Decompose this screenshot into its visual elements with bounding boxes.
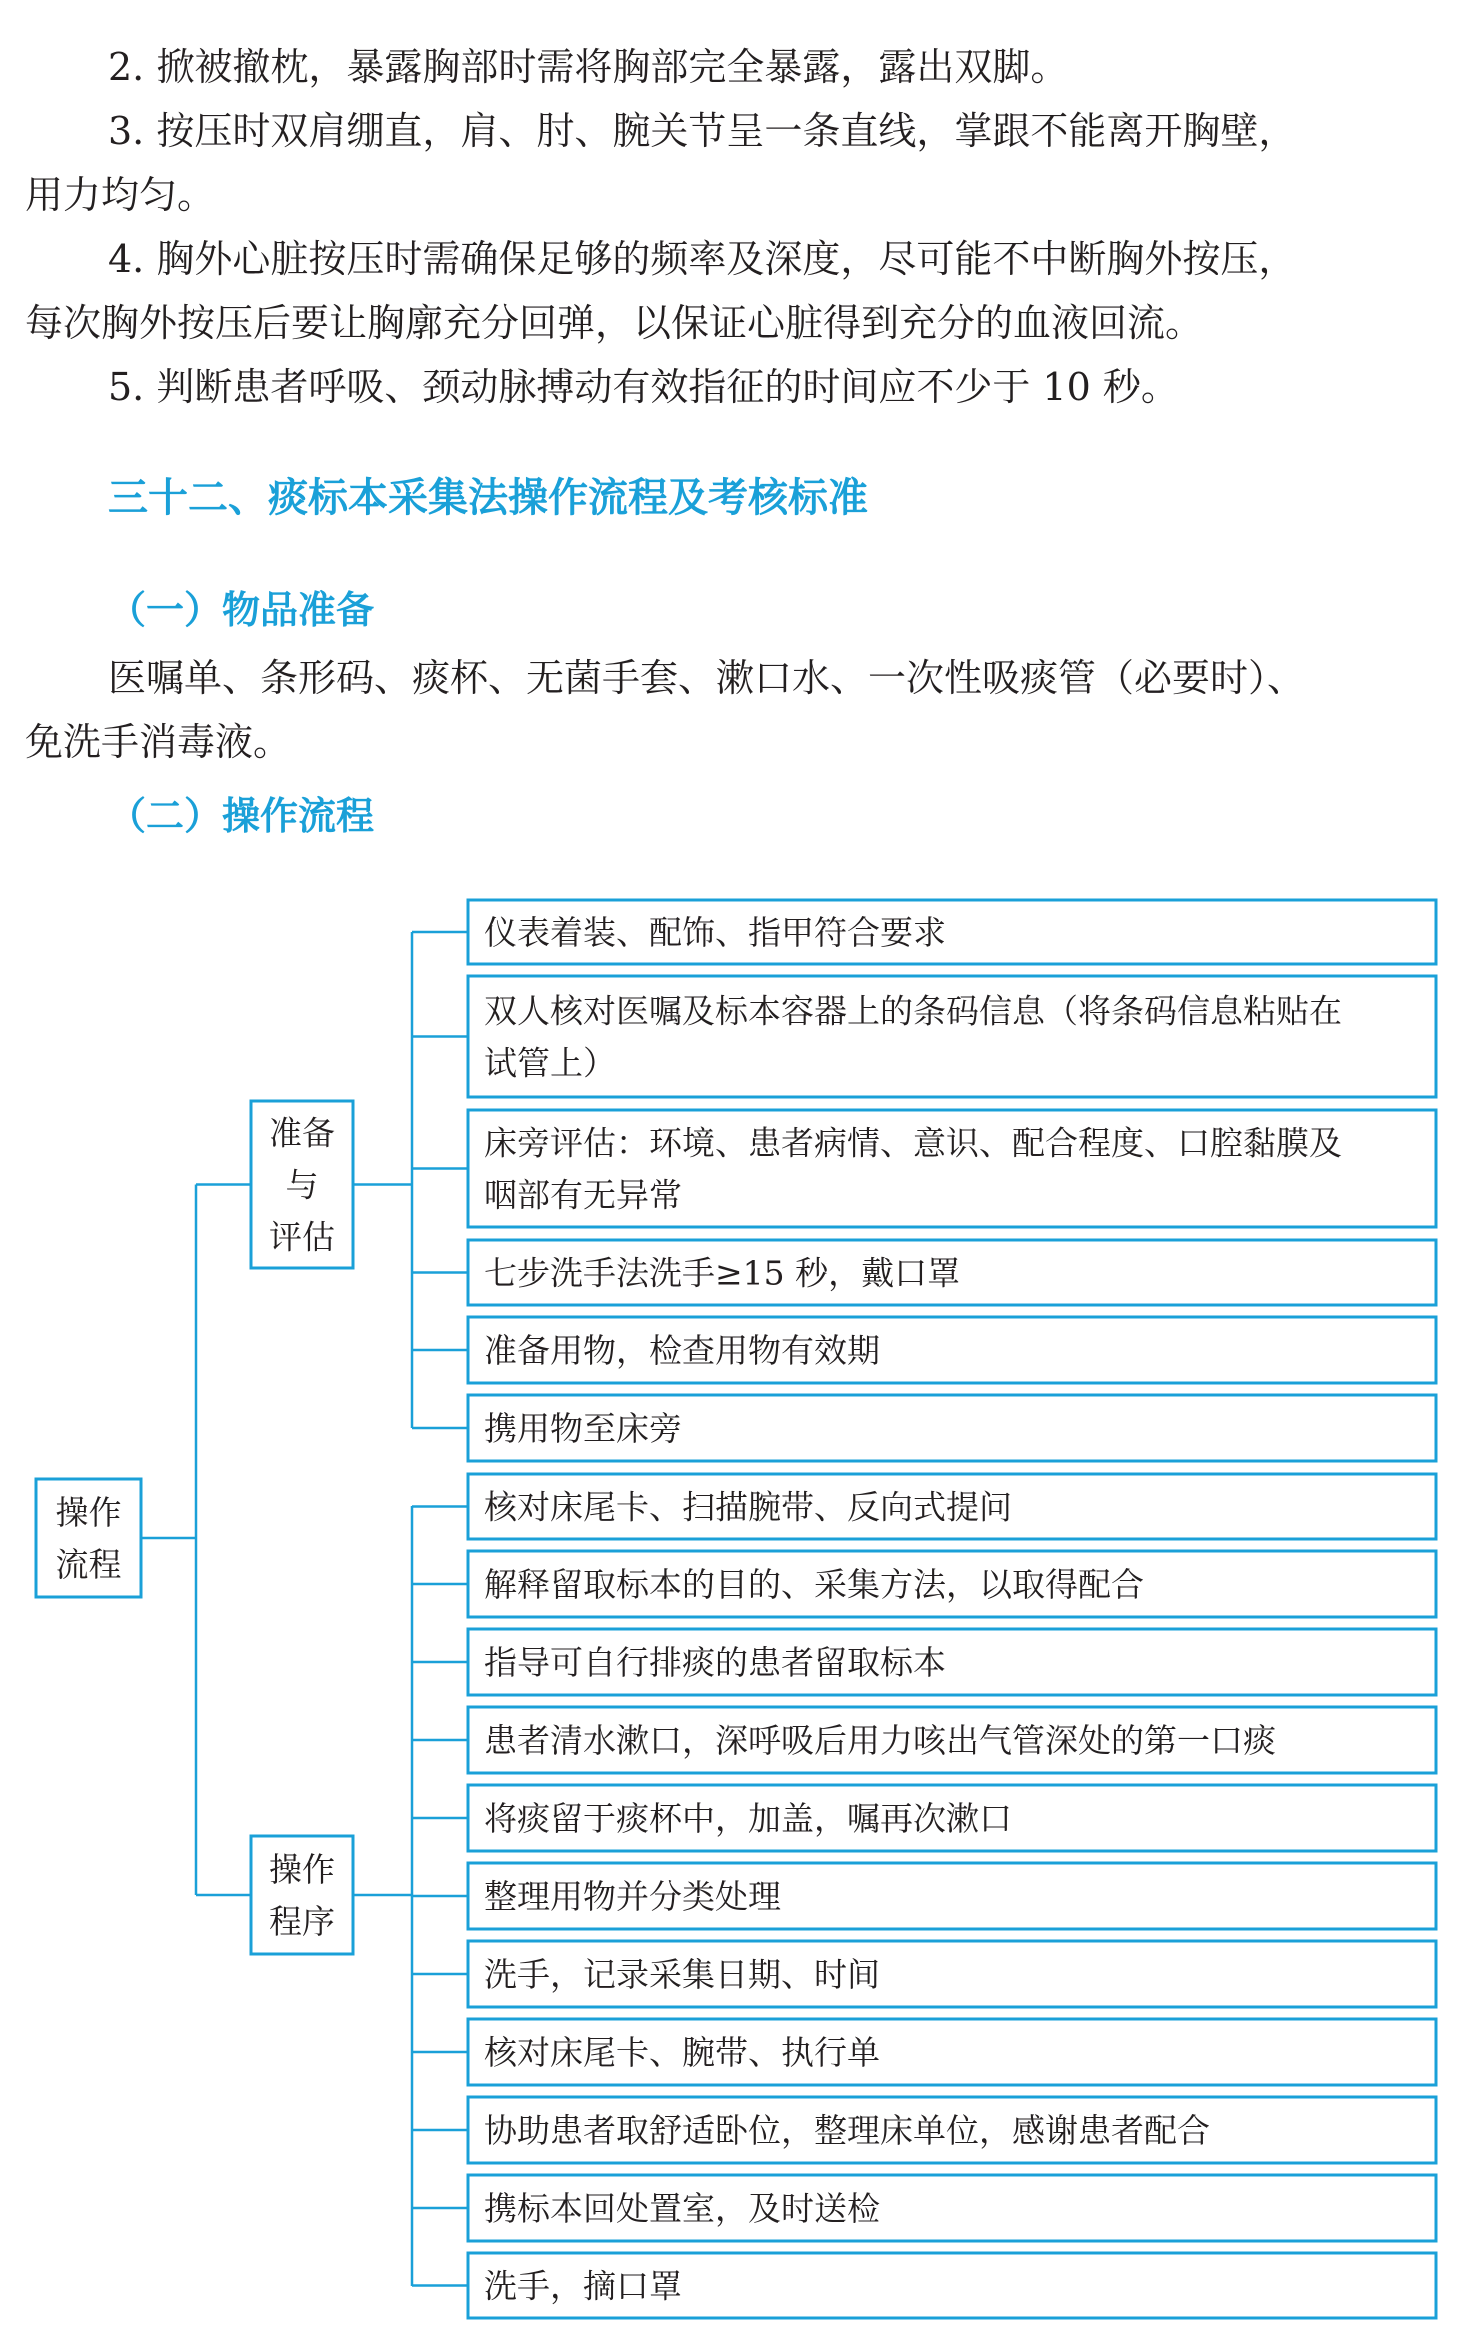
group-box-2 bbox=[251, 1836, 353, 1954]
step-text: 仪表着装、配饰、指甲符合要求 bbox=[484, 913, 946, 952]
step-box bbox=[468, 1110, 1436, 1227]
paragraph-5: 5. 判断患者呼吸、颈动脉搏动有效指征的时间应不少于 10 秒。 bbox=[108, 365, 1179, 409]
paragraph-2: 2. 掀被撤枕，暴露胸部时需将胸部完全暴露，露出双脚。 bbox=[108, 45, 1069, 89]
step-box bbox=[468, 1941, 1436, 2007]
group-label-line: 操作 bbox=[269, 1850, 335, 1889]
step-text: 七步洗手法洗手≥15 秒，戴口罩 bbox=[484, 1253, 961, 1293]
step-box bbox=[468, 2175, 1436, 2241]
step-box bbox=[468, 2253, 1436, 2318]
paragraph-4-continued: 每次胸外按压后要让胸廓充分回弹，以保证心脏得到充分的血液回流。 bbox=[25, 301, 1204, 345]
step-text: 核对床尾卡、腕带、执行单 bbox=[484, 2033, 880, 2072]
paragraph-3: 3. 按压时双肩绷直，肩、肘、腕关节呈一条直线，掌跟不能离开胸壁， bbox=[108, 109, 1297, 153]
root-box-operation-flow bbox=[36, 1479, 141, 1597]
group-box-1 bbox=[251, 1101, 353, 1268]
step-text: 洗手，记录采集日期、时间 bbox=[484, 1955, 880, 1994]
group-label-line: 准备 bbox=[269, 1113, 335, 1153]
step-text: 双人核对医嘱及标本容器上的条码信息（将条码信息粘贴在 bbox=[484, 991, 1342, 1031]
step-box bbox=[468, 1707, 1436, 1773]
step-box bbox=[468, 1863, 1436, 1929]
supplies-text-continued: 免洗手消毒液。 bbox=[25, 720, 292, 764]
supplies-text: 医嘱单、条形码、痰杯、无菌手套、漱口水、一次性吸痰管（必要时）、 bbox=[108, 656, 1306, 700]
step-text: 携用物至床旁 bbox=[484, 1409, 682, 1448]
root-label-line: 操作 bbox=[55, 1493, 122, 1532]
step-text: 携标本回处置室，及时送检 bbox=[484, 2189, 880, 2228]
step-box bbox=[468, 1474, 1436, 1539]
paragraph-4: 4. 胸外心脏按压时需确保足够的频率及深度，尽可能不中断胸外按压， bbox=[108, 237, 1297, 281]
step-box bbox=[468, 1395, 1436, 1461]
group-label-line: 与 bbox=[285, 1165, 319, 1205]
step-text: 解释留取标本的目的、采集方法，以取得配合 bbox=[484, 1565, 1144, 1604]
step-text: 患者清水漱口，深呼吸后用力咳出气管深处的第一口痰 bbox=[484, 1721, 1276, 1760]
step-text: 协助患者取舒适卧位，整理床单位，感谢患者配合 bbox=[484, 2111, 1210, 2150]
step-box bbox=[468, 1240, 1436, 1305]
step-text: 准备用物，检查用物有效期 bbox=[484, 1331, 880, 1370]
step-text: 整理用物并分类处理 bbox=[484, 1877, 781, 1916]
step-text: 床旁评估：环境、患者病情、意识、配合程度、口腔黏膜及 bbox=[484, 1123, 1342, 1163]
root-label-line: 流程 bbox=[55, 1545, 122, 1584]
step-text: 将痰留于痰杯中，加盖，嘱再次漱口 bbox=[484, 1799, 1012, 1838]
step-box bbox=[468, 1785, 1436, 1851]
step-text: 指导可自行排痰的患者留取标本 bbox=[484, 1643, 946, 1682]
step-text: 咽部有无异常 bbox=[484, 1175, 682, 1215]
step-box bbox=[468, 1551, 1436, 1617]
step-text: 试管上） bbox=[484, 1043, 616, 1083]
step-text: 洗手，摘口罩 bbox=[484, 2266, 682, 2306]
group-label-line: 评估 bbox=[269, 1217, 335, 1257]
step-box bbox=[468, 2097, 1436, 2163]
paragraph-3-continued: 用力均匀。 bbox=[25, 173, 216, 217]
step-box bbox=[468, 1629, 1436, 1695]
step-box bbox=[468, 976, 1436, 1097]
step-box bbox=[468, 900, 1436, 964]
subsection-title-supplies: （一）物品准备 bbox=[108, 588, 375, 632]
group-label-line: 程序 bbox=[269, 1902, 335, 1941]
subsection-title-procedure: （二）操作流程 bbox=[108, 794, 375, 838]
section-title: 三十二、痰标本采集法操作流程及考核标准 bbox=[108, 475, 868, 521]
step-text: 核对床尾卡、扫描腕带、反向式提问 bbox=[484, 1487, 1012, 1527]
step-box bbox=[468, 1317, 1436, 1383]
step-box bbox=[468, 2019, 1436, 2085]
